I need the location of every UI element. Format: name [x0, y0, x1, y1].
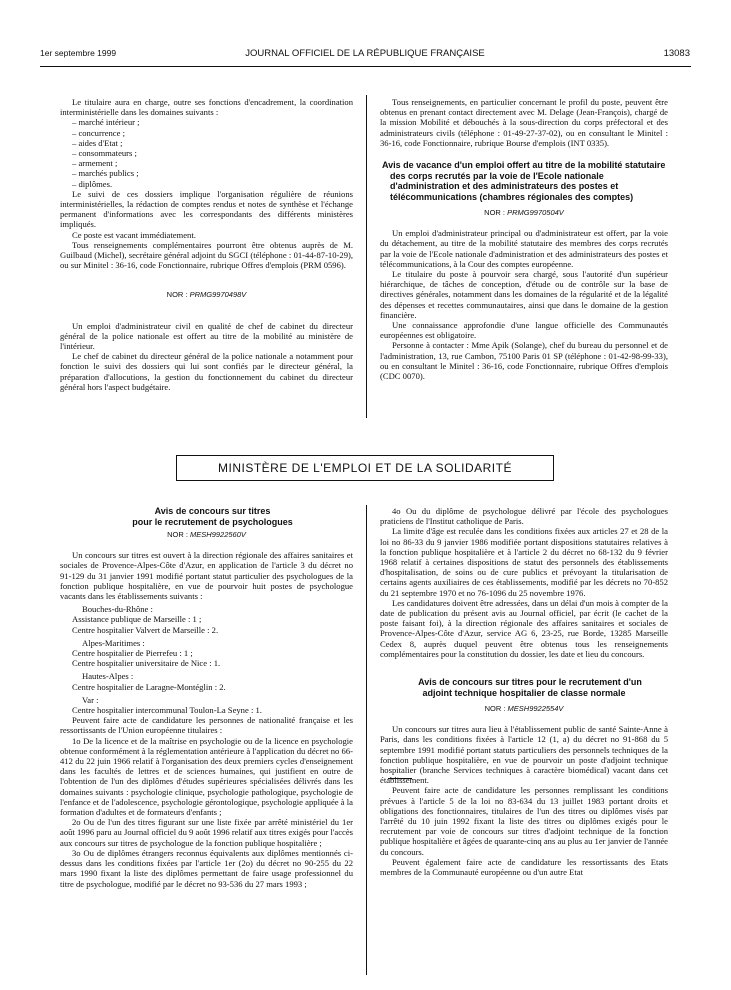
notice-title: Avis de concours sur titres [154, 506, 271, 516]
notice-title: Avis de vacance d'un emploi offert au titre de la mobilité statutaire des corps recrutés par la voie de l'Ecole nationale d'administration et des administrateurs des postes et télécommunications (chambres régionales des comptes) [382, 160, 666, 202]
paragraph: Un concours sur titres aura lieu à l'établissement public de santé Sainte-Anne à Paris, dans les conditions fixées à l'article 12 (1, a) du décret no 91-868 du 5 septembre 1991 modifié portant statuts particuliers des personnels techniques de la fonction publique hospitalière, en vue de pourvoir un poste d'adjoint technique hospitalier (branche Services techniques à caractère biomédical) vacant dans cet établissement. [380, 724, 668, 786]
paragraph: Le chef de cabinet du directeur général de la police nationale a notamment pour fonction le suivi des dossiers qui lui sont confiés par le directeur général, la préparation d'allocutions, la gestion du fonctionnement du cabinet du directeur général hors l'aspect budgétaire. [60, 351, 353, 392]
page-number: 13083 [663, 48, 690, 59]
paragraph: Peuvent faire acte de candidature les personnes remplissant les conditions prévues à l'article 5 de la loi no 83-634 du 13 juillet 1983 portant droits et obligations des fonctionnaires, titulaires de l'un des titres ou diplômes visés par l'arrêté du 10 juin 1992 fixant la liste des titres ou diplômes exigés pour le recrutement par voie de concours sur titres d'adjoint technique de la fonction publique hospitalière et âgées de quarante-cinq ans au plus au 1er janvier de l'année du concours. [380, 785, 668, 857]
domain-list [60, 117, 353, 188]
department-heading: Alpes-Maritimes : [82, 637, 145, 648]
notice-title: pour le recrutement de psychologues [132, 516, 293, 527]
section-separator [388, 778, 412, 779]
paragraph: Une connaissance approfondie d'une langue officielle des Communautés européennes est obligatoire. [380, 320, 668, 341]
list-item: – armement ; [72, 158, 118, 169]
paragraph: 4o Ou du diplôme de psychologue délivré par l'école des psychologues praticiens de l'Institut catholique de Paris. [380, 506, 668, 527]
list-item: – consommateurs ; [72, 148, 137, 159]
list-item: – concurrence ; [72, 127, 125, 138]
list-item: – marché intérieur ; [72, 117, 140, 128]
department-heading: Hautes-Alpes : [82, 671, 134, 682]
paragraph: La limite d'âge est reculée dans les conditions fixées aux articles 27 et 28 de la loi no 86-33 du 9 janvier 1986 modifiée portant dispositions statutaires relatives à la fonction publique hospitalière et à l'article 2 du décret no 68-132 du 9 février 1968 relatif à certaines dispositions de statut des personnels des établissements d'hospitalisation, de soins ou de cure publics et prévoyant la titularisation de certains agents auxiliaires de ces établissements, modifié par les décrets no 70-852 du 21 septembre 1970 et no 76-1096 du 25 novembre 1976. [380, 526, 668, 598]
paragraph: Personne à contacter : Mme Apik (Solange), chef du bureau du personnel et de l'administration, 13, rue Cambon, 75100 Paris 01 SP (téléphone : 01-42-98-99-33), ou en consultant le Minitel : 36-16, code Fonctionnaire, rubrique Offres d'emplois (CDC 0070). [380, 340, 668, 382]
column-top-left [60, 97, 353, 392]
list-item: Centre hospitalier Valvert de Marseille : 2. [72, 624, 219, 635]
paragraph: Tous renseignements complémentaires pourront être obtenus auprès de M. Guilbaud (Michel), secrétaire général adjoint du SGCI (téléphone : 01-44-87-10-29), ou sur Minitel : 36-16, code Fonctionnaire, rubrique Offres d'emplois (PRM 0596). [60, 239, 353, 271]
list-item: Assistance publique de Marseille : 1 ; [72, 614, 202, 625]
page-header [40, 48, 690, 62]
paragraph: Un emploi d'administrateur civil en qualité de chef de cabinet du directeur général de la police nationale est offert au titre de la mobilité au ministère de l'intérieur. [60, 320, 353, 352]
paragraph: Le suivi de ces dossiers implique l'organisation régulière de réunions interministérielles, la rédaction de comptes rendus et notes de synthèse et l'échange permanent d'informations avec les correspondants des différents ministères impliqués. [60, 188, 353, 230]
list-item: Centre hospitalier intercommunal Toulon-La Seyne : 1. [72, 705, 262, 716]
paragraph: Peuvent également faire acte de candidature les ressortissants des Etats membres de la Communauté européenne ou d'un autre Etat [380, 856, 668, 878]
header-rule [40, 66, 691, 67]
nor-reference: NOR : MESH9922554V [484, 704, 564, 714]
department-heading: Var : [82, 694, 99, 705]
nor-reference: NOR : MESH9922560V [167, 530, 246, 539]
list-item: – diplômes. [72, 178, 113, 189]
list-item: Centre hospitalier de Pierrefeu : 1 ; [72, 648, 193, 659]
list-item: – aides d'Etat ; [72, 137, 123, 148]
paragraph: Le titulaire du poste à pourvoir sera chargé, sous l'autorité d'un supérieur hiérarchique, de tâches de conception, d'étude ou de contrôle sur la base de directives générales, notamment dans les domaines de la régularité et de la légalité des dépenses et recettes communautaires, ainsi que dans le domaine de la gestion financière. [380, 269, 668, 320]
nor-code: PRMG9970504V [507, 208, 564, 218]
column-bottom-left [60, 506, 353, 889]
column-bottom-right [380, 506, 668, 877]
paragraph: 2o Ou de l'un des titres figurant sur une liste fixée par arrêté ministériel du 1er août 1996 paru au Journal officiel du 9 août 1996 relatif aux titres exigés pour l'accès aux concours sur titres de psychologue de la fonction publique hospitalière ; [60, 817, 353, 848]
paragraph: 1o De la licence et de la maîtrise en psychologie ou de la licence en psychologie obtenue conformément à la réglementation antérieure à l'application du décret no 66-412 du 22 juin 1966 relatif à l'organisation des deux premiers cycles d'enseignement dans les facultés de lettres et de sciences humaines, qui justifient en outre de l'obtention de l'un des diplômes d'études supérieures spécialisées délivrés dans les domaines suivants : psychologie clinique, psychologie pathologique, psychologie de l'enfance et de l'adolescence, psychologie gérontologique, psychologie appliquée à la formation d'adultes et de formateurs d'enfants ; [60, 735, 353, 818]
list-item: Centre hospitalier de Laragne-Montéglin : 2. [72, 681, 226, 692]
paragraph: Un emploi d'administrateur principal ou d'administrateur est offert, par la voie du détachement, au titre de la mobilité statutaire des membres des corps recrutés par la voie de l'Ecole nationale d'administration et des administrateurs des postes et télécommunications, à la Cour des comptes européenne. [380, 228, 668, 269]
column-top-right [380, 97, 668, 381]
paragraph: Les candidatures doivent être adressées, dans un délai d'un mois à compter de la date de publication du présent avis au Journal officiel, par écrit (le cachet de la poste faisant foi), à la direction régionale des affaires sanitaires et sociales de Provence-Alpes-Côte d'Azur, service AG 6, 23-25, rue Borde, 13285 Marseille Cedex 8, auprès duquel peuvent être obtenus tous les renseignements complémentaires pour la constitution du dossier, les date et lieu du concours. [380, 597, 668, 659]
paragraph: Le titulaire aura en charge, outre ses fonctions d'encadrement, la coordination interministérielle dans les domaines suivants : [60, 97, 353, 118]
column-divider [366, 95, 367, 418]
nor-code: PRMG9970498V [189, 290, 247, 300]
nor-reference: NOR : PRMG9970498V [166, 290, 247, 300]
nor-code: MESH9922554V [507, 704, 564, 714]
department-heading: Bouches-du-Rhône : [82, 604, 153, 615]
list-item: Centre hospitalier universitaire de Nice : 1. [72, 658, 221, 669]
paragraph: Un concours sur titres est ouvert à la direction régionale des affaires sanitaires et sociales de Provence-Alpes-Côte d'Azur, en application de l'article 3 du décret no 91-129 du 31 janvier 1991 modifié portant statut particulier des psychologues de la fonction publique hospitalière, en vue de pourvoir huit postes de psychologue vacants dans les établissements suivants : [60, 550, 353, 602]
paragraph: Peuvent faire acte de candidature les personnes de nationalité française et les ressortissants de l'Union européenne titulaires : [60, 715, 353, 736]
nor-code: MESH9922560V [190, 530, 246, 539]
paragraph: Tous renseignements, en particulier concernant le profil du poste, peuvent être obtenus en prenant contact directement avec M. Delage (Jean-François), chargé de la mission Mobilité et débouchés à la sous-direction du corps préfectoral et des administrateurs civils (téléphone : 01-49-27-37-02), ou en consultant le Minitel : 36-16, code Fonctionnaire, rubrique Bourse d'emplois (INT 0335). [380, 97, 668, 148]
nor-reference: NOR : PRMG9970504V [484, 208, 564, 218]
journal-title: JOURNAL OFFICIEL DE LA RÉPUBLIQUE FRANÇAISE [245, 48, 485, 59]
ministry-banner: MINISTÈRE DE L'EMPLOI ET DE LA SOLIDARITÉ [176, 455, 554, 481]
issue-date: 1er septembre 1999 [40, 48, 117, 58]
notice-title: Avis de concours sur titres pour le recrutement d'un adjoint technique hospitalier de classe normale [418, 677, 642, 698]
paragraph: 3o Ou de diplômes étrangers reconnus équivalents aux diplômes mentionnés ci-dessus dans les conditions fixées par l'article 1er (2o) du décret no 90-255 du 22 mars 1990 fixant la liste des diplômes permettant de faire usage professionnel du titre de psychologue, modifié par le décret no 93-536 du 27 mars 1993 ; [60, 847, 353, 889]
list-item: – marchés publics ; [72, 168, 139, 179]
paragraph: Ce poste est vacant immédiatement. [72, 229, 196, 240]
column-divider [366, 505, 367, 975]
